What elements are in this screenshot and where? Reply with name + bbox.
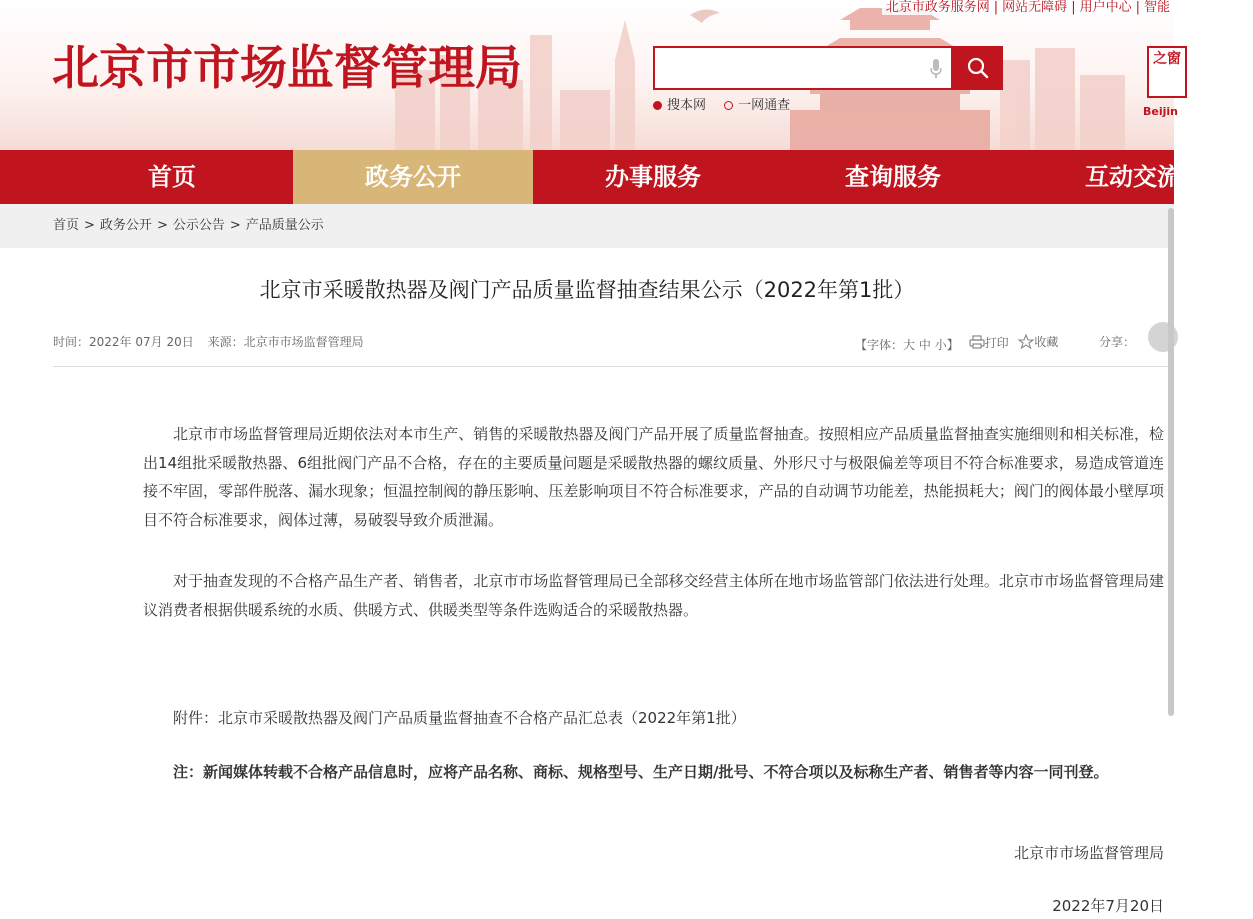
toplink-separator: | [1071, 0, 1076, 15]
printer-icon [969, 335, 985, 349]
favorite-button[interactable] [1018, 333, 1058, 350]
microphone-icon[interactable] [929, 58, 943, 80]
favorite-label: 收藏 [1034, 335, 1059, 349]
article-signature: 北京市市场监督管理局 [1013, 844, 1164, 862]
main-nav [0, 150, 1181, 204]
toplink-separator: | [1135, 0, 1140, 15]
search-scope-all[interactable] [724, 98, 790, 113]
search-scope-all-label: 一网通查 [738, 98, 791, 113]
print-button[interactable] [969, 334, 1009, 351]
site-title[interactable]: 北京市市场监督管理局 [52, 41, 522, 96]
nav-gov-affairs[interactable]: 政务公开 [293, 150, 533, 204]
breadcrumb-separator: > [156, 218, 168, 233]
font-large-button[interactable]: 大 [903, 338, 916, 352]
meta-source-label: 来源： [207, 335, 244, 349]
nav-query[interactable]: 查询服务 [845, 163, 941, 191]
search-input[interactable] [655, 48, 941, 88]
search-scope-options [653, 94, 804, 113]
toplink-user-center[interactable]: 用户中心 [1079, 0, 1132, 15]
breadcrumb-home[interactable]: 首页 [53, 218, 80, 233]
article-tools [855, 333, 1058, 353]
article-note: 注：新闻媒体转载不合格产品信息时，应将产品名称、商标、规格型号、生产日期/批号、不符合项以及标称生产者、销售者等内容一同刊登。 [173, 763, 1109, 781]
nav-services[interactable]: 办事服务 [605, 163, 701, 191]
font-medium-button[interactable]: 中 [918, 338, 931, 352]
print-label: 打印 [984, 335, 1009, 350]
article-paragraph: 北京市市场监督管理局近期依法对本市生产、销售的采暖散热器及阀门产品开展了质量监督抽查。按照相应产品质量监督抽查实施细则和相关标准，检出14组批采暖散热器、6组批阀门产品不合格，存在的主要质量问题是采暖散热器的螺纹质量、外形尺寸与极限偏差等项目不符合标准要求，易造成管道连接不牢固，零部件脱落、漏水现象；恒温控制阀的静压影响、压差影响项目不符合标准要求，产品的自动调节功能差，热能损耗大；阀门的阀体最小壁厚项目不符合标准要求，阀体过薄，易破裂导致介质泄漏。 [143, 425, 1164, 529]
badge-en-text: Beijin [1143, 105, 1178, 118]
breadcrumb-gov-affairs[interactable]: 政务公开 [99, 218, 152, 233]
breadcrumb-separator: > [229, 218, 241, 233]
radio-unselected-icon [724, 101, 733, 110]
star-icon [1018, 334, 1034, 349]
breadcrumb-announcements[interactable]: 公示公告 [172, 218, 225, 233]
toplink-accessibility[interactable]: 网站无障碍 [1002, 0, 1068, 15]
font-size-end: 】 [946, 338, 959, 352]
meta-time-label: 时间： [53, 335, 90, 349]
toplink-separator: | [993, 0, 999, 15]
article-title: 北京市采暖散热器及阀门产品质量监督抽查结果公示（2022年第1批） [259, 278, 915, 302]
share-label: 分享： [1099, 335, 1136, 349]
nav-home[interactable]: 首页 [148, 163, 196, 191]
site-header [0, 0, 1181, 150]
attachment-text: 附件：北京市采暖散热器及阀门产品质量监督抽查不合格产品汇总表（2022年第1批） [173, 709, 746, 727]
breadcrumb-separator: > [84, 218, 95, 233]
page-scrollbar[interactable] [1168, 208, 1174, 716]
toplink-smart[interactable]: 智能 [1143, 0, 1170, 15]
badge-text: 之窗 [1153, 51, 1181, 67]
toplink-gov-service[interactable]: 北京市政务服务网 [885, 0, 990, 15]
top-links [882, 0, 1174, 15]
meta-divider [53, 366, 1174, 367]
breadcrumb-product-quality[interactable]: 产品质量公示 [245, 218, 324, 233]
nav-interaction[interactable]: 互动交流 [1085, 163, 1181, 191]
search-scope-site-label: 搜本网 [667, 98, 707, 113]
search-scope-site[interactable] [653, 98, 706, 113]
article-meta [53, 333, 364, 350]
search-button[interactable] [953, 46, 1003, 90]
font-small-button[interactable]: 小 [934, 338, 947, 352]
search-icon [967, 57, 989, 79]
article-paragraph: 对于抽查发现的不合格产品生产者、销售者，北京市市场监督管理局已全部移交经营主体所在地市场监管部门依法进行处理。北京市市场监督管理局建议消费者根据供暖系统的水质、供暖方式、供暖类型等条件选购适合的采暖散热器。 [143, 572, 1164, 619]
search-box [653, 46, 953, 90]
meta-time: 2022年 07月 20日 [89, 335, 194, 349]
breadcrumb-bar [0, 204, 1174, 248]
beijing-window-badge[interactable] [1147, 46, 1187, 98]
breadcrumb [53, 204, 324, 248]
radio-selected-icon [653, 101, 662, 110]
article-date: 2022年7月20日 [1052, 897, 1164, 915]
font-size-label: 【字体： [855, 338, 904, 352]
meta-source: 北京市市场监督管理局 [243, 335, 364, 349]
